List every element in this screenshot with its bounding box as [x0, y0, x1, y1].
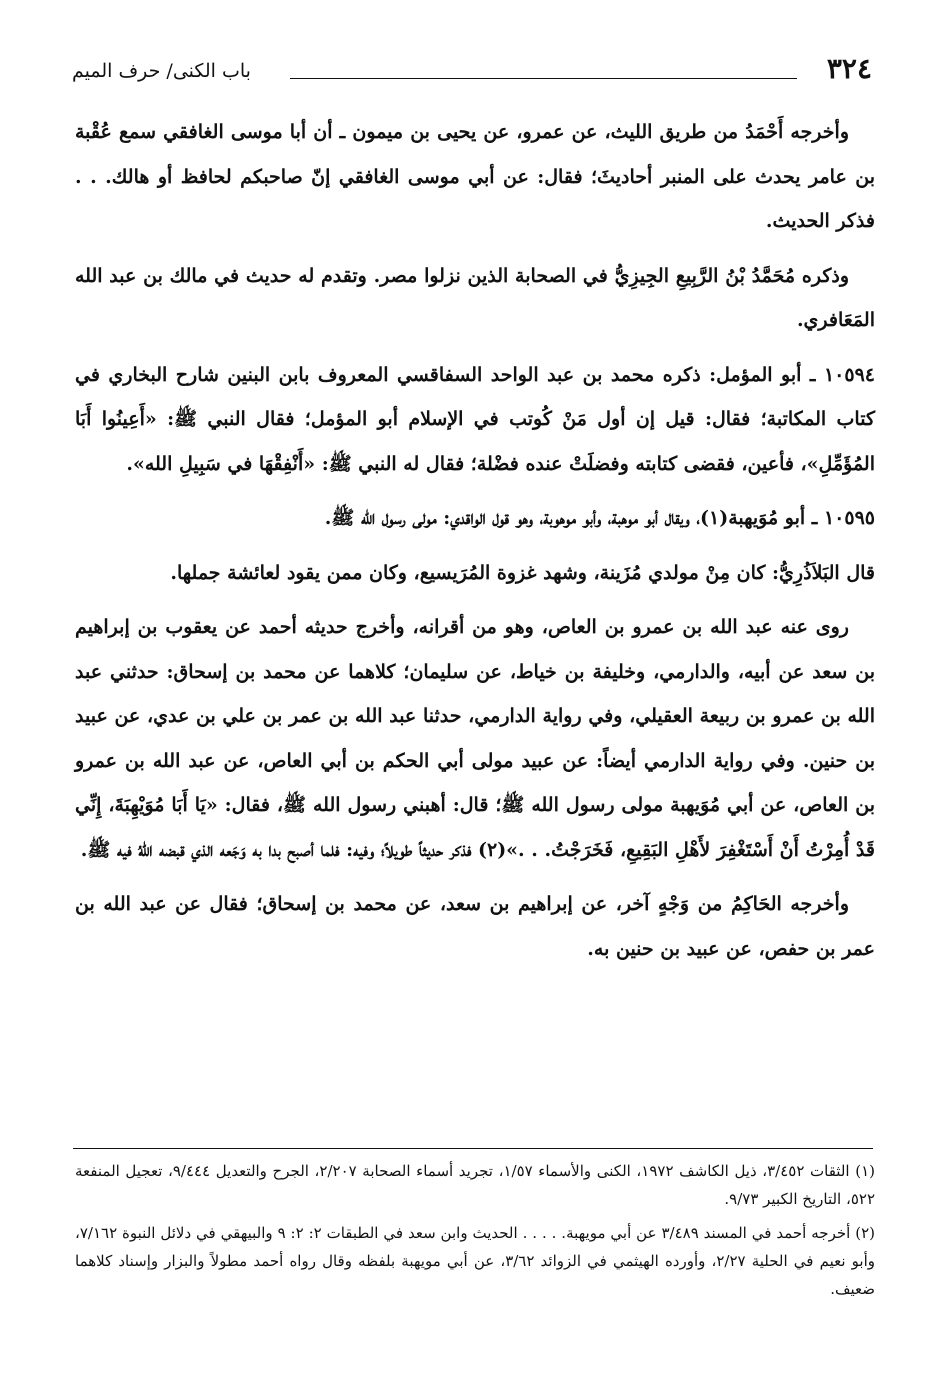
entry-paragraph: [75, 353, 875, 487]
paragraph-text: وأخرجه أَحْمَدُ من طريق الليث، عن عمرو، عن يحيى بن ميمون ـ أن أبا موسى الغافقي سمع عُقْبة بن عامر يحدث على المنبر أحاديثَ؛ فقال: عن أبي موسى الغافقي إنّ صاحبكم لحافظ أو هالك. . . فذكر الحديث.: [75, 121, 875, 232]
header-rule: [290, 78, 797, 79]
footnote-rule: [73, 1148, 873, 1149]
paragraph-text: روى عنه عبد الله بن عمرو بن العاص، وهو من أقرانه، وأخرج حديثه أحمد عن يعقوب بن إبراهيم بن سعد عن أبيه، والدارمي، وخليفة بن خياط، عن سليمان؛ كلاهما عن محمد بن إسحاق: حدثني عبد الله بن عمرو بن ربيعة العقيلي، وفي رواية الدارمي، حدثنا عبد الله بن عمر بن علي بن عدي، عن عبيد بن حنين. وفي رواية الدارمي أيضاً: عن عبيد مولى أبي الحكم بن أبي العاص، عن عبد الله بن عمرو بن العاص، عن أبي مُوَيهبة مولى رسول الله ﷺ؛ قال: أهبني رسول الله ﷺ، فقال: «يَا أَبَا مُوَيْهِبَةَ، إِنِّي قَدْ أُمِرْتُ أَنْ أَسْتَغْفِرَ لأَهْلِ البَقِيعِ، فَخَرَجْتُ. . .»(٢) فذكر حديثاً طويلاً؛ وفيه: فلما أصبح بدا به وَجَعه الذي قبضه اللهُ فيه ﷺ.: [75, 616, 875, 861]
footnote-text: أخرجه أحمد في المسند ٣/٤٨٩ عن أبي مويهبة. . . . . الحديث وابن سعد في الطبقات ٢: ٢: ٩ والبيهقي في دلائل النبوة ٧/١٦٢، وأبو نعيم في الحلية ٢/٢٧، وأورده الهيثمي في الزوائد ٣/٦٢، عن أبي مويهبة بلفظه وقال رواه أحمد مطولاً والبزار وإسناد كلاهما ضعيف.: [75, 1224, 875, 1298]
paragraph-text: وذكره مُحَمَّدُ بْنُ الرَّبِيعِ الجِيزِيُّ في الصحابة الذين نزلوا مصر. وتقدم له حديث في مالك بن عبد الله المَعَافري.: [75, 264, 875, 331]
running-header: [60, 52, 872, 92]
footnotes: [75, 1157, 875, 1309]
paragraph-text: قال البَلاَذُرِيُّ: كان مِنْ مولدي مُزَينة، وشهد غزوة المُرَيسيع، وكان ممن يقود لعائشة جملها.: [170, 561, 875, 584]
running-title: باب الكنى/ حرف الميم: [72, 60, 251, 82]
entry-paragraph: [75, 496, 875, 541]
paragraph: [75, 551, 875, 596]
footnote-text: الثقات ٣/٤٥٢، ذيل الكاشف ١٩٧٢، الكنى والأسماء ١/٥٧، تجريد أسماء الصحابة ٢/٢٠٧، الجرح والتعديل ٩/٤٤٤، تعجيل المنفعة ٥٢٢، التاريخ الكبير ٩/٧٣.: [75, 1162, 875, 1208]
entry-number: ١٠٥٩٤: [823, 363, 875, 386]
paragraph: [75, 605, 875, 872]
paragraph: [75, 254, 875, 343]
paragraph: [75, 882, 875, 971]
footnote: [75, 1157, 875, 1213]
entry-number: ١٠٥٩٥: [823, 507, 875, 529]
page-number: ٣٢٤: [826, 52, 872, 85]
footnote: [75, 1219, 875, 1303]
paragraph-text: ـ أبو مُوَيهبة(١)، ويقال أبو موهبة، وأبو موهوبة، وهو قول الواقدي: مولى رسول الله ﷺ.: [324, 507, 824, 529]
paragraph: [75, 110, 875, 244]
footnote-marker: (١): [855, 1162, 875, 1180]
footnote-marker: (٢): [855, 1224, 875, 1242]
paragraph-text: ـ أبو المؤمل: ذكره محمد بن عبد الواحد السفاقسي المعروف بابن البنين شارح البخاري في كتاب المكاتبة؛ فقال: قيل إن أول مَنْ كُوتب في الإسلام أبو المؤمل؛ فقال النبي ﷺ: «أَعِينُوا أَبَا المُؤَمِّلِ»، فأعين، فقضى كتابته وفضلَتْ عنده فضْلة؛ فقال له النبي ﷺ: «أَنْفِقْهَا في سَبِيلِ الله».: [75, 363, 875, 475]
paragraph-text: وأخرجه الحَاكِمُ من وَجْهٍ آخر، عن إبراهيم بن سعد، عن محمد بن إسحاق؛ فقال عن عبد الله بن عمر بن حفص، عن عبيد بن حنين به.: [75, 893, 875, 960]
main-text: [75, 110, 875, 981]
